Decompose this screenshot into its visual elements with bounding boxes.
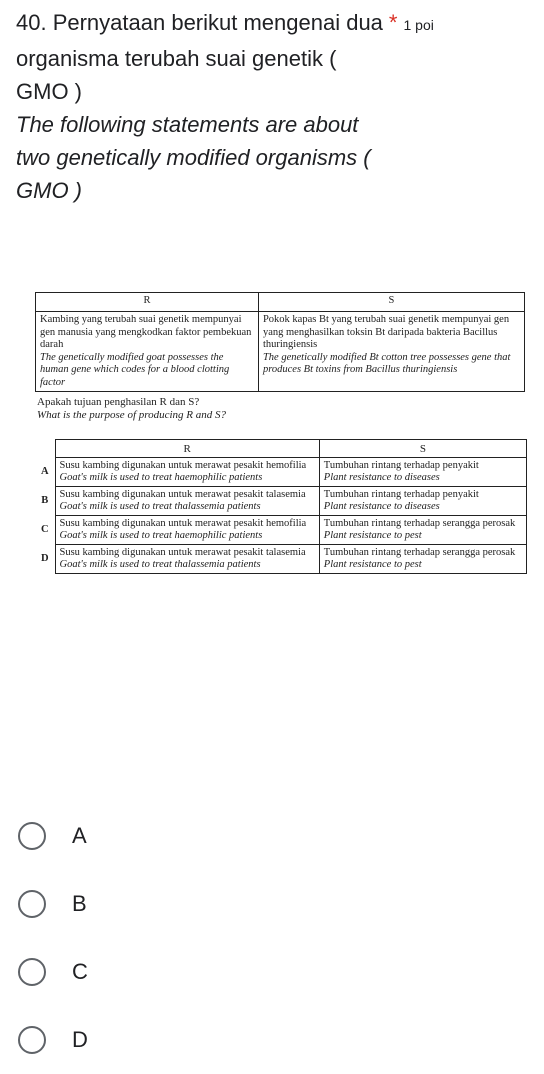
option-r-malay: Susu kambing digunakan untuk merawat pesakit hemofilia: [59, 460, 307, 471]
option-r-english: Goat's milk is used to treat thalassemia patients: [59, 501, 261, 512]
option-r-cell: [55, 516, 319, 545]
option-r-cell: [55, 458, 319, 487]
question-header: [16, 6, 544, 207]
option-letter: B: [41, 494, 49, 506]
option-r-cell: [55, 545, 319, 574]
radio-button-d[interactable]: [18, 1026, 46, 1054]
option-s-cell: [319, 516, 526, 545]
question-text-line-2: organisma terubah suai genetik (: [16, 46, 337, 71]
organism-info-table: [35, 292, 525, 392]
option-letter: D: [40, 552, 49, 564]
radio-button-b[interactable]: [18, 890, 46, 918]
option-r-english: Goat's milk is used to treat haemophilic patients: [59, 472, 263, 483]
answer-options-table: [35, 439, 527, 574]
question-image: [35, 292, 525, 574]
points-label: 1 poi: [403, 17, 434, 33]
option-s-malay: Tumbuhan rintang terhadap serangga perosak: [323, 547, 516, 558]
sub-question-malay: Apakah tujuan penghasilan R dan S?: [37, 396, 200, 408]
choice-a[interactable]: [18, 802, 318, 870]
choice-c-label[interactable]: C: [72, 959, 88, 984]
info-s-malay: Pokok kapas Bt yang terubah suai genetik mempunyai gen yang menghasilkan toksin Bt daripada bakteria Bacillus thuringiensis: [262, 314, 510, 350]
options-header-r: R: [55, 440, 319, 458]
option-s-cell: [319, 487, 526, 516]
question-title: 40. Pernyataan berikut mengenai dua: [16, 10, 383, 35]
radio-button-a[interactable]: [18, 822, 46, 850]
option-s-english: Plant resistance to pest: [323, 530, 422, 541]
info-r-english: The genetically modified goat possesses the human gene which codes for a blood clotting factor: [40, 351, 230, 388]
info-cell-s: [258, 312, 524, 392]
sub-question: [37, 396, 525, 422]
question-text-en-line-3: GMO ): [16, 178, 82, 203]
option-r-cell: [55, 487, 319, 516]
info-header-s: S: [258, 293, 524, 312]
option-s-malay: Tumbuhan rintang terhadap penyakit: [323, 460, 479, 471]
option-s-malay: Tumbuhan rintang terhadap penyakit: [323, 489, 479, 500]
option-r-malay: Susu kambing digunakan untuk merawat pesakit talasemia: [59, 489, 306, 500]
option-r-english: Goat's milk is used to treat haemophilic patients: [59, 530, 263, 541]
option-s-cell: [319, 458, 526, 487]
choice-c[interactable]: [18, 938, 318, 1006]
question-text-en-line-1: The following statements are about: [16, 112, 359, 137]
option-row: [35, 487, 527, 516]
option-r-malay: Susu kambing digunakan untuk merawat pesakit hemofilia: [59, 518, 307, 529]
option-s-cell: [319, 545, 526, 574]
option-row: [35, 545, 527, 574]
option-s-english: Plant resistance to diseases: [323, 501, 440, 512]
question-text-line-3: GMO ): [16, 79, 82, 104]
choice-a-label[interactable]: A: [72, 823, 87, 848]
radio-button-c[interactable]: [18, 958, 46, 986]
option-row: [35, 458, 527, 487]
answer-choices: [18, 802, 318, 1074]
info-header-r: R: [36, 293, 259, 312]
option-s-english: Plant resistance to pest: [323, 559, 422, 570]
choice-b-label[interactable]: B: [72, 891, 87, 916]
question-text-en-line-2: two genetically modified organisms (: [16, 145, 371, 170]
question-title-line: [16, 6, 544, 42]
info-s-english: The genetically modified Bt cotton tree possesses gene that produces Bt toxins from Bacillus thuringiensis: [262, 351, 511, 375]
sub-question-english: What is the purpose of producing R and S?: [37, 409, 227, 421]
option-s-malay: Tumbuhan rintang terhadap serangga perosak: [323, 518, 516, 529]
info-cell-r: [36, 312, 259, 392]
options-header-s: S: [319, 440, 526, 458]
option-letter: C: [40, 523, 49, 535]
choice-d-label[interactable]: D: [72, 1027, 88, 1052]
option-r-malay: Susu kambing digunakan untuk merawat pesakit talasemia: [59, 547, 306, 558]
options-corner: [35, 440, 55, 458]
info-r-malay: Kambing yang terubah suai genetik mempunyai gen manusia yang mengkodkan faktor pembekuan darah: [40, 314, 252, 350]
required-mark: *: [388, 10, 398, 35]
choice-b[interactable]: [18, 870, 318, 938]
option-row: [35, 516, 527, 545]
option-r-english: Goat's milk is used to treat thalassemia patients: [59, 559, 261, 570]
option-letter: A: [40, 465, 49, 477]
option-s-english: Plant resistance to diseases: [323, 472, 440, 483]
